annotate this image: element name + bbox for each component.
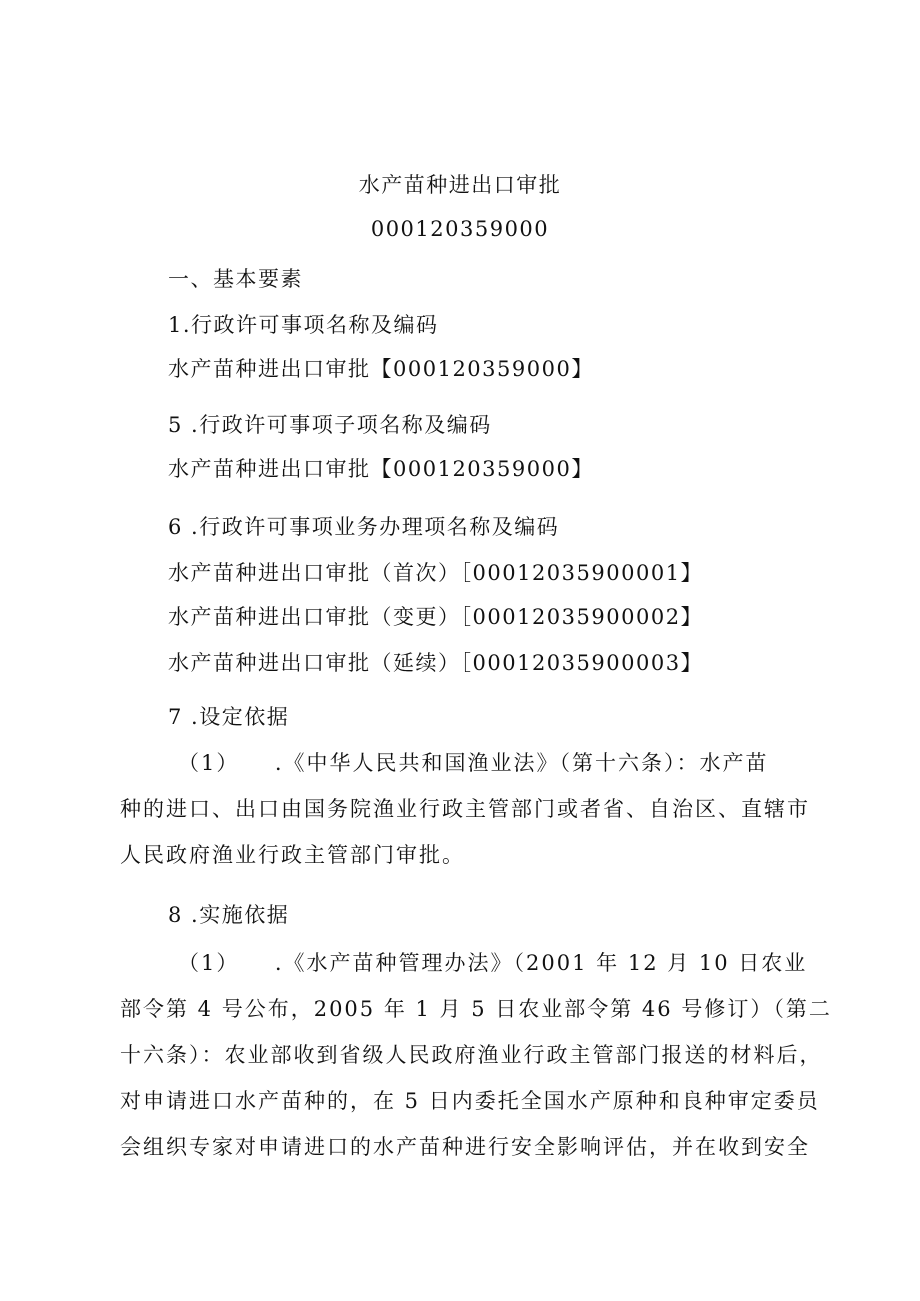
item8-para-line: 部令第 4 号公布，2005 年 1 月 5 日农业部令第 46 号修订）（第二 [120, 997, 832, 1021]
item8-para-line: （1） .《水产苗种管理办法》（2001 年 12 月 10 日农业 [178, 951, 808, 975]
document-code: 000120359000 [370, 217, 550, 241]
item1-heading: 1.行政许可事项名称及编码 [168, 313, 439, 337]
item7-heading: 7 .设定依据 [168, 705, 290, 729]
item5-heading: 5 .行政许可事项子项名称及编码 [168, 413, 492, 437]
section-basic-elements: 一、基本要素 [168, 267, 303, 291]
item1-value: 水产苗种进出口审批【000120359000】 [168, 357, 594, 381]
document-title: 水产苗种进出口审批 [358, 173, 562, 197]
item6-value-change: 水产苗种进出口审批（变更）［00012035900002】 [168, 605, 704, 629]
item7-para-line: （1） .《中华人民共和国渔业法》（第十六条）：水产苗 [178, 751, 769, 775]
item8-para-line: 十六条）：农业部收到省级人民政府渔业行政主管部门报送的材料后， [120, 1043, 823, 1067]
item8-para-line: 会组织专家对申请进口的水产苗种进行安全影响评估，并在收到安全 [120, 1135, 810, 1159]
item7-para-line: 种的进口、出口由国务院渔业行政主管部门或者省、自治区、直辖市 [120, 797, 810, 821]
item5-value: 水产苗种进出口审批【000120359000】 [168, 457, 594, 481]
item6-heading: 6 .行政许可事项业务办理项名称及编码 [168, 515, 560, 539]
item7-para-line: 人民政府渔业行政主管部门审批。 [120, 843, 465, 867]
item6-value-renewal: 水产苗种进出口审批（延续）［00012035900003】 [168, 651, 704, 675]
item8-para-line: 对申请进口水产苗种的，在 5 日内委托全国水产原种和良种审定委员 [120, 1089, 820, 1113]
item6-value-first: 水产苗种进出口审批（首次）［00012035900001】 [168, 561, 704, 585]
item8-heading: 8 .实施依据 [168, 903, 290, 927]
